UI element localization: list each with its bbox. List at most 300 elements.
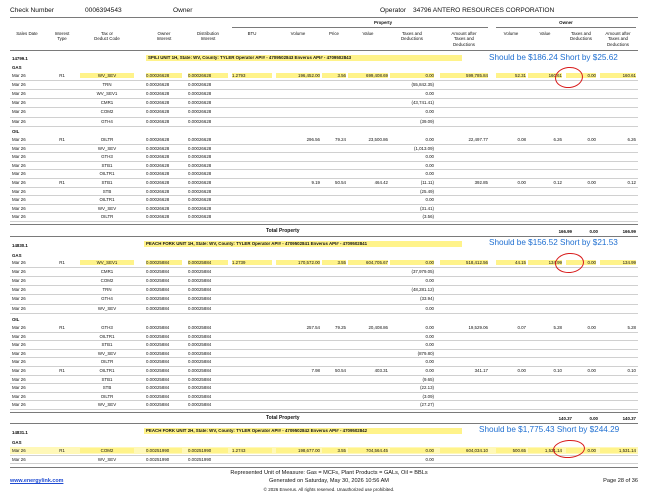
cell-distribution-interest: 0.00025884 (188, 376, 212, 382)
footer-rule (10, 467, 638, 468)
cell-value: 403.31 (374, 368, 388, 373)
cell-distribution-interest: 0.00025884 (188, 333, 212, 339)
cell-owner-interest: 0.00026628 (146, 214, 170, 220)
section-rule (10, 423, 638, 424)
row-divider (10, 349, 638, 350)
property-banner: PEACH FORK UNIT 1H, State: WV, County: TYLER Operator API# - 4709502841 Enverus API# - 4709502841 (144, 241, 462, 247)
cell-value: 604,705.67 (348, 260, 388, 265)
cell-owner-volume: 0.07 (517, 325, 526, 330)
cell-tax-code: COM2 (100, 109, 114, 115)
cell-sales-date: Mar 26 (12, 260, 26, 265)
cell-owner-amount-after-taxes: 5.28 (627, 325, 636, 330)
cell-owner-taxes-deductions: 0.00 (587, 325, 596, 330)
owner-value-highlight-ellipse (554, 252, 585, 274)
property-id: 14799.1 (12, 56, 28, 61)
cell-amount-after-taxes: 604,034.10 (440, 448, 488, 453)
cell-distribution-interest: 0.00026628 (188, 188, 212, 194)
cell-owner-taxes-deductions: 0.00 (587, 137, 596, 142)
cell-tax-code: GTH4 (101, 296, 113, 302)
column-header-taxes-deductions: Taxes and Deductions (401, 31, 423, 42)
cell-tax-code: OILTR1 (99, 333, 115, 339)
cell-volume: 7.98 (311, 368, 320, 373)
cell-sales-date: Mar 26 (12, 91, 26, 97)
cell-distribution-interest: 0.00251990 (188, 448, 228, 453)
cell-owner-interest: 0.00251990 (146, 456, 170, 462)
cell-distribution-interest: 0.00026628 (188, 154, 212, 160)
cell-tax-code: TRN (102, 287, 112, 293)
cell-owner-interest: 0.00026628 (146, 73, 182, 78)
cell-interest-type: R1 (59, 448, 65, 453)
cell-distribution-interest: 0.00025884 (188, 269, 212, 275)
cell-tax-code: CMR1 (100, 100, 114, 106)
total-deductions: 0.00 (589, 416, 598, 421)
row-divider (10, 169, 638, 170)
cell-price: 50.54 (335, 180, 346, 185)
cell-sales-date: Mar 26 (12, 333, 26, 339)
cell-sales-date: Mar 26 (12, 171, 26, 177)
cell-sales-date: Mar 26 (12, 402, 26, 408)
cell-tax-code: OILTR (100, 214, 114, 220)
cell-taxes-deductions: 0.00 (390, 260, 434, 265)
cell-distribution-interest: 0.00025884 (188, 342, 212, 348)
property-group-line (232, 27, 488, 28)
cell-value: 23,500.86 (368, 137, 388, 142)
cell-taxes-deductions: (37,979.05) (411, 269, 434, 275)
row-divider (10, 161, 638, 162)
cell-distribution-interest: 0.00026628 (188, 100, 212, 106)
cell-owner-interest: 0.00025884 (146, 269, 170, 275)
cell-value: 699,408.69 (348, 73, 388, 78)
cell-owner-interest: 0.00026628 (146, 109, 170, 115)
cell-tax-code: STB1 (101, 376, 113, 382)
cell-owner-interest: 0.00026628 (146, 205, 170, 211)
cell-taxes-deductions: (33.94) (420, 296, 434, 302)
property-banner: SPILI UNIT 1H, State: WV, County: TYLER Operator API# - 4709502843 Enverus API# - 4709502843 (146, 55, 462, 61)
copyright-notice: © 2026 Enverus. All rights reserved. Unauthorized use prohibited. (263, 487, 395, 492)
cell-distribution-interest: 0.00026628 (188, 82, 212, 88)
cell-amount-after-taxes: 22,497.77 (468, 137, 488, 142)
row-divider (10, 152, 638, 153)
cell-taxes-deductions: (43,741.41) (411, 100, 434, 106)
cell-taxes-deductions: 0.00 (425, 197, 434, 203)
cell-tax-code: GTH4 (101, 118, 113, 124)
cell-taxes-deductions: 0.00 (425, 91, 434, 97)
cell-tax-code: STB (102, 188, 112, 194)
cell-tax-code: GTH3 (101, 154, 113, 160)
shortfall-note: Should be $156.52 Short by $21.53 (489, 238, 618, 247)
cell-owner-interest: 0.00026628 (146, 162, 170, 168)
cell-distribution-interest: 0.00025884 (188, 393, 212, 399)
cell-owner-interest: 0.00026628 (146, 154, 170, 160)
cell-sales-date: Mar 26 (12, 118, 26, 124)
column-header-amount-after-taxes: Amount after Taxes and Deductions (451, 31, 477, 47)
operator-label: Operator (380, 7, 407, 14)
cell-price: 50.54 (335, 368, 346, 373)
cell-taxes-deductions: (11.11) (420, 180, 434, 185)
cell-sales-date: Mar 26 (12, 109, 26, 115)
row-divider (10, 366, 638, 367)
cell-owner-interest: 0.00026628 (146, 188, 170, 194)
column-header-distribution-interest: Distribution Interest (197, 31, 219, 42)
cell-taxes-deductions: 0.00 (425, 162, 434, 168)
cell-sales-date: Mar 26 (12, 73, 26, 78)
cell-taxes-deductions: (27.27) (420, 402, 434, 408)
cell-sales-date: Mar 26 (12, 269, 26, 275)
cell-taxes-deductions: 0.00 (425, 154, 434, 160)
product-gas-label: GAS (12, 440, 22, 445)
cell-tax-code: WV_SEV (97, 456, 117, 462)
cell-sales-date: Mar 26 (12, 296, 26, 302)
cell-amount-after-taxes: 518,412.56 (440, 260, 488, 265)
row-divider (10, 285, 638, 286)
row-divider (10, 294, 638, 295)
cell-distribution-interest: 0.00026628 (188, 91, 212, 97)
cell-owner-volume: 0.00 (517, 180, 526, 185)
cell-owner-taxes-deductions: 0.00 (566, 73, 596, 78)
row-divider (10, 332, 638, 333)
cell-interest-type: R1 (59, 180, 65, 185)
cell-owner-interest: 0.00025884 (146, 333, 170, 339)
cell-tax-code: TRN (102, 82, 112, 88)
cell-sales-date: Mar 26 (12, 137, 26, 142)
column-header-tax-code: Tax or Deduct Code (94, 31, 120, 42)
cell-owner-value: 5.28 (553, 325, 562, 330)
check-number-label: Check Number (10, 7, 54, 14)
cell-taxes-deductions: 0.00 (425, 171, 434, 177)
check-number-value: 0006394543 (85, 7, 122, 14)
cell-tax-code: STB1 (101, 180, 113, 185)
cell-sales-date: Mar 26 (12, 100, 26, 106)
cell-btu: 1.2743 (232, 448, 272, 453)
cell-distribution-interest: 0.00026628 (188, 162, 212, 168)
cell-sales-date: Mar 26 (12, 325, 26, 330)
row-divider (10, 117, 638, 118)
cell-distribution-interest: 0.00025884 (188, 296, 212, 302)
cell-distribution-interest: 0.00026628 (188, 118, 212, 124)
cell-sales-date: Mar 26 (12, 188, 26, 194)
cell-distribution-interest: 0.00025884 (188, 402, 212, 408)
cell-tax-code: COM2 (100, 278, 114, 284)
total-property-label: Total Property (266, 415, 300, 421)
owner-value-highlight-ellipse (554, 66, 584, 90)
cell-distribution-interest: 0.00026628 (188, 137, 212, 142)
column-header-interest-type: Interest Type (54, 31, 70, 42)
cell-taxes-deductions: 0.00 (425, 325, 434, 330)
cell-value: 704,564.45 (348, 448, 388, 453)
cell-tax-code: WV_SEV (97, 305, 117, 311)
row-divider (10, 400, 638, 401)
row-divider (10, 304, 638, 305)
cell-distribution-interest: 0.00026628 (188, 109, 212, 115)
column-header-owner-volume: Volume (503, 31, 519, 36)
product-gas-label: GAS (12, 65, 22, 70)
cell-volume: 296.56 (306, 137, 320, 142)
cell-amount-after-taxes: 341.17 (474, 368, 488, 373)
cell-distribution-interest: 0.00026628 (188, 180, 212, 185)
row-divider (10, 276, 638, 277)
cell-owner-volume: 52.31 (496, 73, 526, 78)
cell-tax-code: OILTR (100, 393, 114, 399)
cell-sales-date: Mar 26 (12, 305, 26, 311)
cell-sales-date: Mar 26 (12, 214, 26, 220)
cell-interest-type: R1 (59, 260, 65, 265)
cell-amount-after-taxes: 19,529.06 (468, 325, 488, 330)
cell-owner-taxes-deductions: 0.00 (566, 260, 596, 265)
cell-price: 79.24 (335, 137, 346, 142)
cell-distribution-interest: 0.00025884 (188, 287, 212, 293)
operator-value: 34796 ANTERO RESOURCES CORPORATION (413, 7, 555, 14)
cell-distribution-interest: 0.00026628 (188, 171, 212, 177)
cell-taxes-deductions: (3.09) (422, 393, 434, 399)
cell-taxes-deductions: 0.00 (390, 448, 434, 453)
group-property: Property (373, 20, 393, 25)
cell-tax-code: STB (102, 385, 112, 391)
row-divider (10, 178, 638, 179)
cell-value: 20,408.86 (368, 325, 388, 330)
total-property-label: Total Property (266, 228, 300, 234)
cell-sales-date: Mar 26 (12, 154, 26, 160)
cell-sales-date: Mar 26 (12, 342, 26, 348)
cell-value: 464.42 (374, 180, 388, 185)
cell-sales-date: Mar 26 (12, 350, 26, 356)
property-banner: PEACH FORK UNIT 2H, State: WV, County: TYLER Operator API# - 4709502842 Enverus API# - 4709502842 (144, 428, 462, 434)
cell-distribution-interest: 0.00025884 (188, 350, 212, 356)
cell-taxes-deductions: 0.00 (425, 359, 434, 365)
cell-sales-date: Mar 26 (12, 162, 26, 168)
cell-owner-interest: 0.00026628 (146, 91, 170, 97)
cell-owner-value: 160.61 (528, 73, 562, 78)
cell-owner-value: 134.99 (528, 260, 562, 265)
cell-volume: 196,452.00 (276, 73, 320, 78)
cell-tax-code: STB1 (101, 342, 113, 348)
cell-btu: 1.2739 (232, 260, 272, 265)
cell-interest-type: R1 (59, 73, 65, 78)
cell-taxes-deductions: (879.80) (417, 350, 434, 356)
cell-owner-interest: 0.00025884 (146, 278, 170, 284)
cell-owner-interest: 0.00026628 (146, 171, 170, 177)
cell-sales-date: Mar 26 (12, 278, 26, 284)
cell-owner-interest: 0.00025884 (146, 385, 170, 391)
cell-taxes-deductions: (1,013.09) (413, 145, 434, 151)
cell-distribution-interest: 0.00025884 (188, 278, 212, 284)
cell-owner-interest: 0.00025884 (146, 368, 170, 373)
cell-taxes-deductions: (55,842.35) (411, 82, 434, 88)
cell-owner-value: 1,531.14 (528, 448, 562, 453)
product-oil-label: OIL (12, 317, 20, 322)
cell-volume: 170,572.00 (276, 260, 320, 265)
cell-tax-code: CMR1 (100, 269, 114, 275)
row-divider (10, 463, 638, 464)
property-id: 14830.1 (12, 243, 28, 248)
cell-owner-volume: 0.08 (517, 137, 526, 142)
cell-volume: 9.19 (311, 180, 320, 185)
cell-owner-amount-after-taxes: 1,531.14 (600, 448, 636, 453)
row-divider (10, 80, 638, 81)
cell-taxes-deductions: 0.00 (425, 305, 434, 311)
row-divider (10, 455, 638, 456)
cell-owner-volume: 44.15 (496, 260, 526, 265)
row-divider (10, 383, 638, 384)
total-deductions: 0.00 (589, 229, 598, 234)
cell-owner-volume: 500.65 (496, 448, 526, 453)
cell-taxes-deductions: (48,281.12) (411, 287, 434, 293)
cell-owner-value: 0.10 (553, 368, 562, 373)
cell-owner-amount-after-taxes: 160.61 (600, 73, 636, 78)
row-divider (10, 204, 638, 205)
cell-sales-date: Mar 26 (12, 197, 26, 203)
cell-owner-value: 0.12 (553, 180, 562, 185)
cell-taxes-deductions: (39.09) (420, 118, 434, 124)
cell-interest-type: R1 (59, 325, 65, 330)
cell-owner-value: 6.26 (553, 137, 562, 142)
row-divider (10, 187, 638, 188)
cell-price: 3.56 (322, 73, 346, 78)
cell-owner-taxes-deductions: 0.00 (587, 368, 596, 373)
cell-tax-code: OILTR1 (99, 368, 115, 373)
energylink-link[interactable]: www.energylink.com (10, 478, 64, 484)
cell-owner-interest: 0.00025884 (146, 260, 182, 265)
cell-owner-interest: 0.00025884 (146, 305, 170, 311)
cell-owner-interest: 0.00025884 (146, 350, 170, 356)
cell-owner-interest: 0.00251990 (146, 448, 182, 453)
section-rule (10, 236, 638, 237)
column-header-owner-taxes-deductions: Taxes and Deductions (570, 31, 592, 42)
cell-sales-date: Mar 26 (12, 385, 26, 391)
property-id: 14831.1 (12, 430, 28, 435)
cell-owner-interest: 0.00025884 (146, 325, 170, 330)
row-divider (10, 144, 638, 145)
row-divider (10, 195, 638, 196)
row-divider (10, 313, 638, 314)
cell-owner-interest: 0.00025884 (146, 393, 170, 399)
cell-owner-interest: 0.00026628 (146, 180, 170, 185)
row-divider (10, 340, 638, 341)
cell-tax-code: OILTR (100, 359, 114, 365)
shortfall-note: Should be $1,775.43 Short by $244.29 (479, 425, 620, 434)
total-rule (10, 224, 638, 225)
cell-tax-code: STB1 (101, 162, 113, 168)
row-divider (10, 221, 638, 222)
cell-sales-date: Mar 26 (12, 180, 26, 185)
cell-sales-date: Mar 26 (12, 456, 26, 462)
cell-owner-taxes-deductions: 0.00 (566, 448, 596, 453)
column-header-value: Value (362, 31, 374, 36)
cell-distribution-interest: 0.00026628 (188, 197, 212, 203)
row-divider (10, 126, 638, 127)
cell-owner-amount-after-taxes: 0.10 (627, 368, 636, 373)
total-amount: 140.37 (622, 416, 636, 421)
cell-taxes-deductions: 0.00 (425, 137, 434, 142)
cell-price: 79.25 (335, 325, 346, 330)
shortfall-note: Should be $186.24 Short by $25.62 (489, 53, 618, 62)
cell-owner-interest: 0.00026628 (146, 137, 170, 142)
cell-owner-interest: 0.00026628 (146, 82, 170, 88)
column-header-price: Price (328, 31, 339, 36)
page-number: Page 28 of 36 (603, 478, 638, 484)
cell-distribution-interest: 0.00251990 (188, 456, 212, 462)
cell-tax-code: WV_SEV (97, 350, 117, 356)
cell-tax-code: WV_SEV (97, 145, 117, 151)
cell-tax-code: GTH3 (101, 325, 113, 330)
cell-owner-volume: 0.00 (517, 368, 526, 373)
cell-owner-interest: 0.00026628 (146, 145, 170, 151)
cell-sales-date: Mar 26 (12, 205, 26, 211)
row-divider (10, 212, 638, 213)
cell-distribution-interest: 0.00026628 (188, 205, 212, 211)
cell-owner-interest: 0.00025884 (146, 287, 170, 293)
column-header-volume: Volume (290, 31, 306, 36)
cell-taxes-deductions: 0.00 (425, 109, 434, 115)
cell-distribution-interest: 0.00026628 (188, 73, 228, 78)
total-rule (10, 412, 638, 413)
cell-taxes-deductions: 0.00 (425, 368, 434, 373)
product-gas-label: GAS (12, 253, 22, 258)
row-divider (10, 107, 638, 108)
cell-owner-interest: 0.00026628 (146, 118, 170, 124)
cell-owner-interest: 0.00026628 (146, 197, 170, 203)
column-header-owner-value: Value (539, 31, 551, 36)
cell-taxes-deductions: (31.41) (420, 205, 434, 211)
row-divider (10, 357, 638, 358)
cell-distribution-interest: 0.00025884 (188, 260, 228, 265)
cell-owner-taxes-deductions: 0.00 (587, 180, 596, 185)
cell-taxes-deductions: (9.65) (422, 376, 434, 382)
cell-tax-code: OILTR1 (99, 171, 115, 177)
cell-owner-interest: 0.00025884 (146, 376, 170, 382)
row-divider (10, 267, 638, 268)
owner-group-line (496, 27, 636, 28)
cell-taxes-deductions: 0.00 (390, 73, 434, 78)
cell-taxes-deductions: (22.13) (420, 385, 434, 391)
cell-tax-code: COM2 (80, 448, 134, 453)
header-rule (10, 17, 638, 18)
cell-taxes-deductions: (25.49) (420, 188, 434, 194)
cell-tax-code: WV_SEV1 (96, 91, 118, 97)
row-divider (10, 409, 638, 410)
unit-of-measure-note: Represented Unit of Measure: Gas = MCFs, Plant Products = GALs, Oil = BBLs (230, 470, 428, 476)
group-owner: Owner (559, 20, 573, 25)
cell-sales-date: Mar 26 (12, 393, 26, 399)
cell-tax-code: OILTR (100, 137, 114, 142)
cell-sales-date: Mar 26 (12, 145, 26, 151)
cell-distribution-interest: 0.00026628 (188, 214, 212, 220)
cell-owner-amount-after-taxes: 134.99 (600, 260, 636, 265)
cell-price: 3.55 (322, 448, 346, 453)
total-value: 140.37 (558, 416, 572, 421)
owner-label: Owner (173, 7, 193, 14)
cell-taxes-deductions: 0.00 (425, 456, 434, 462)
cell-interest-type: R1 (59, 137, 65, 142)
cell-sales-date: Mar 26 (12, 82, 26, 88)
cell-price: 3.55 (322, 260, 346, 265)
cell-taxes-deductions: (3.56) (422, 214, 434, 220)
row-divider (10, 98, 638, 99)
cell-sales-date: Mar 26 (12, 287, 26, 293)
cell-volume: 198,677.00 (276, 448, 320, 453)
column-header-owner-amount-after-taxes: Amount after Taxes and Deductions (605, 31, 631, 47)
cell-amount-after-taxes: 599,785.84 (440, 73, 488, 78)
cell-owner-amount-after-taxes: 6.26 (627, 137, 636, 142)
cell-sales-date: Mar 26 (12, 359, 26, 365)
cell-distribution-interest: 0.00025884 (188, 305, 212, 311)
cell-tax-code: WV_SEV (80, 73, 134, 78)
cell-sales-date: Mar 26 (12, 368, 26, 373)
cell-owner-interest: 0.00025884 (146, 342, 170, 348)
column-header-sales-date: Sales Date (16, 31, 38, 36)
cell-sales-date: Mar 26 (12, 376, 26, 382)
cell-distribution-interest: 0.00025884 (188, 385, 212, 391)
cell-tax-code: WV_SEV (97, 402, 117, 408)
